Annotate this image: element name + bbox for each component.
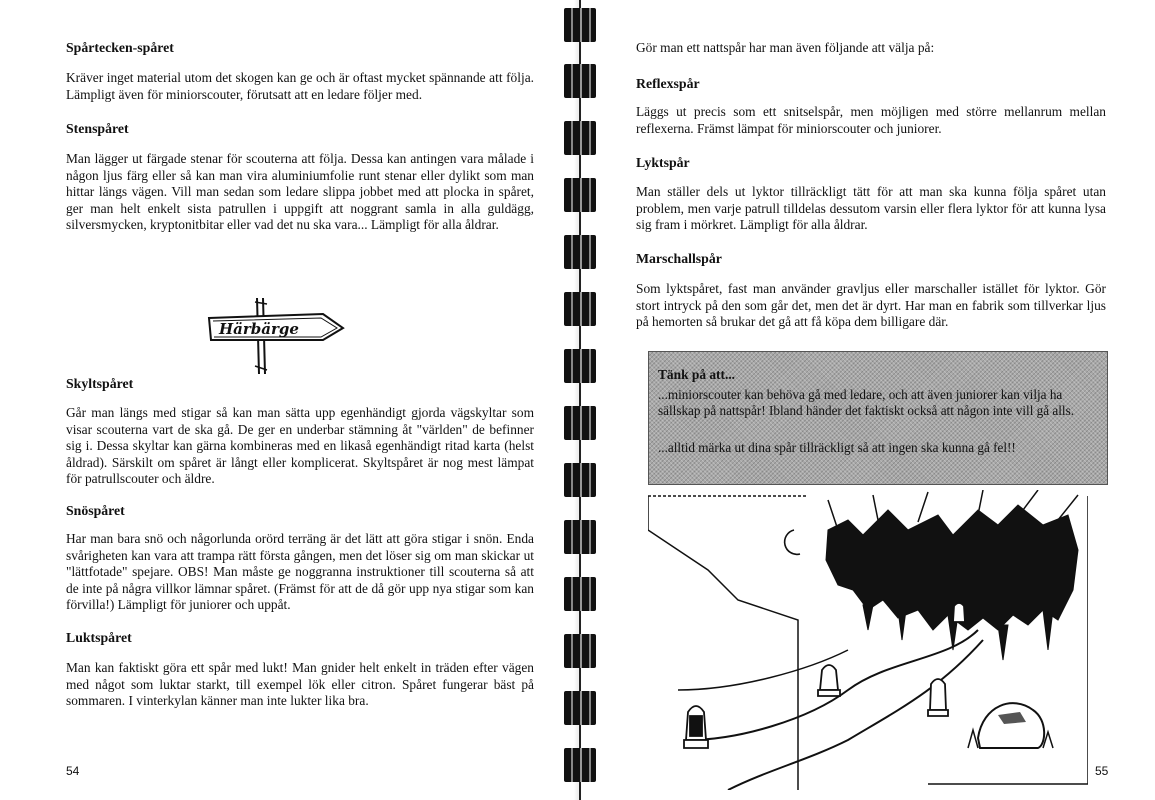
tip-box-item-1: ...miniorscouter kan behöva gå med ledare, och att även juniorer kan vilja ha sällskap på nattspår! Ibland händer det faktiskt också att någon inte vill gå alls. — [658, 387, 1075, 419]
section-heading-snospar: Snöspåret — [66, 503, 125, 518]
sign-text: Härbärge — [219, 320, 299, 338]
forest — [826, 490, 1078, 660]
tip-box-title: Tänk på att... — [658, 367, 736, 382]
spiral-coil — [562, 121, 598, 155]
left-page — [0, 0, 560, 800]
spiral-coil — [562, 520, 598, 554]
section-body-reflexspar: Läggs ut precis som ett snitselspår, men möjligen med större mellanrum mellan reflexerna. Främst lämpat för miniorscouter och juniorer. — [636, 104, 1106, 136]
spine-line — [579, 0, 581, 800]
moon-icon — [785, 530, 800, 554]
section-heading-luktspar: Luktspåret — [66, 630, 132, 645]
spiral-coil — [562, 64, 598, 98]
lantern-icons — [684, 603, 965, 748]
spiral-coil — [562, 463, 598, 497]
spiral-coil — [562, 691, 598, 725]
spiral-coil — [562, 577, 598, 611]
spiral-coil — [562, 349, 598, 383]
right-intro: Gör man ett nattspår har man även följande att välja på: — [636, 40, 935, 55]
spiral-coil — [562, 178, 598, 212]
section-heading-skyltspar: Skyltspåret — [66, 376, 134, 391]
spiral-coil — [562, 235, 598, 269]
section-body-snospar: Har man bara snö och någorlunda orörd terräng är det lätt att göra stigar i snön. Enda svårigheten kan vara att trampa rätt första gången, men det löser sig om man skickar ut "lättfotade" spejare. OBS! Man måste ge noggranna instruktioner till scouterna så att de inte på några villkor lämnar spåret. (Främst för att de då gör upp nya stigar som kan förvilla!) Lämpligt för juniorer och uppåt. — [66, 531, 534, 613]
section-body-skyltspar: Går man längs med stigar så kan man sätta upp egenhändigt gjorda vägskyltar som visar scouterna vart de ska gå. De ger en underbar stämning åt "världen" de befinner sig i. Dessa skyltar kan gärna kombineras med en likaså egenhändigt ritad karta (helst åldrad). Särskilt om spåret är långt eller komplicerat. Skyltspåret är nog mest lämpat för patrullscouter och äldre. — [66, 405, 534, 487]
section-heading-marschallspar: Marschallspår — [636, 251, 722, 266]
spiral-coil — [562, 292, 598, 326]
section-body-marschallspar: Som lyktspåret, fast man använder gravljus eller marschaller istället för lyktor. Gör stort intryck på den som går det, men det är dyrt. Har man en fabrik som tillverkar ljus på hemorten så brukar det gå att få köpa dem billigare där. — [636, 281, 1106, 330]
section-body-luktspar: Man kan faktiskt göra ett spår med lukt! Man gnider helt enkelt in träden efter vägen med något som luktar starkt, till exempel lök eller citron. Spåret fungerar bäst på sommaren. I vinterkylan känner man inte lukter lika bra. — [66, 660, 534, 709]
spiral-coil — [562, 634, 598, 668]
page-number-right: 55 — [1095, 764, 1109, 778]
section-body-stenspar: Man lägger ut färgade stenar för scouterna att följa. Dessa kan antingen vara målade i någon ljus färg eller så kan man vira aluminiumfolie runt stenar eller dylikt som man hittar längs vägen. Vill man sedan som ledare slippa jobbet med att plocka in spåret, ger man helt enkelt sista patrullen i uppgift att noggrant samla in alla guldägg, silversmycken, kryptonitbitar eller vad det nu ska vara... Lämpligt för alla åldrar. — [66, 151, 534, 233]
section-heading-reflexspar: Reflexspår — [636, 76, 700, 91]
spiral-coil — [562, 406, 598, 440]
page-number-left: 54 — [66, 764, 80, 778]
tip-box-item-2: ...alltid märka ut dina spår tillräckligt så att ingen ska kunna gå fel!! — [658, 440, 1016, 455]
section-body-spartecken: Kräver inget material utom det skogen kan ge och är oftast mycket spännande att följa. Lämpligt även för miniorscouter, förutsatt att en ledare följer med. — [66, 70, 534, 102]
rock — [978, 703, 1044, 748]
section-heading-lyktspar: Lyktspår — [636, 155, 690, 170]
spiral-coil — [562, 8, 598, 42]
spiral-coil — [562, 748, 598, 782]
section-heading-stenspar: Stenspåret — [66, 121, 129, 136]
section-heading-spartecken: Spårtecken-spåret — [66, 40, 174, 55]
signpost-illustration — [205, 296, 355, 376]
night-trail-illustration — [648, 490, 1088, 790]
section-body-lyktspar: Man ställer dels ut lyktor tillräckligt tätt för att man ska kunna följa spåret utan problem, men varje patrull tilldelas dessutom varsin eller flera lyktor för att kunna lysa sig fram i mörkret. Lämpligt för alla åldrar. — [636, 184, 1106, 233]
